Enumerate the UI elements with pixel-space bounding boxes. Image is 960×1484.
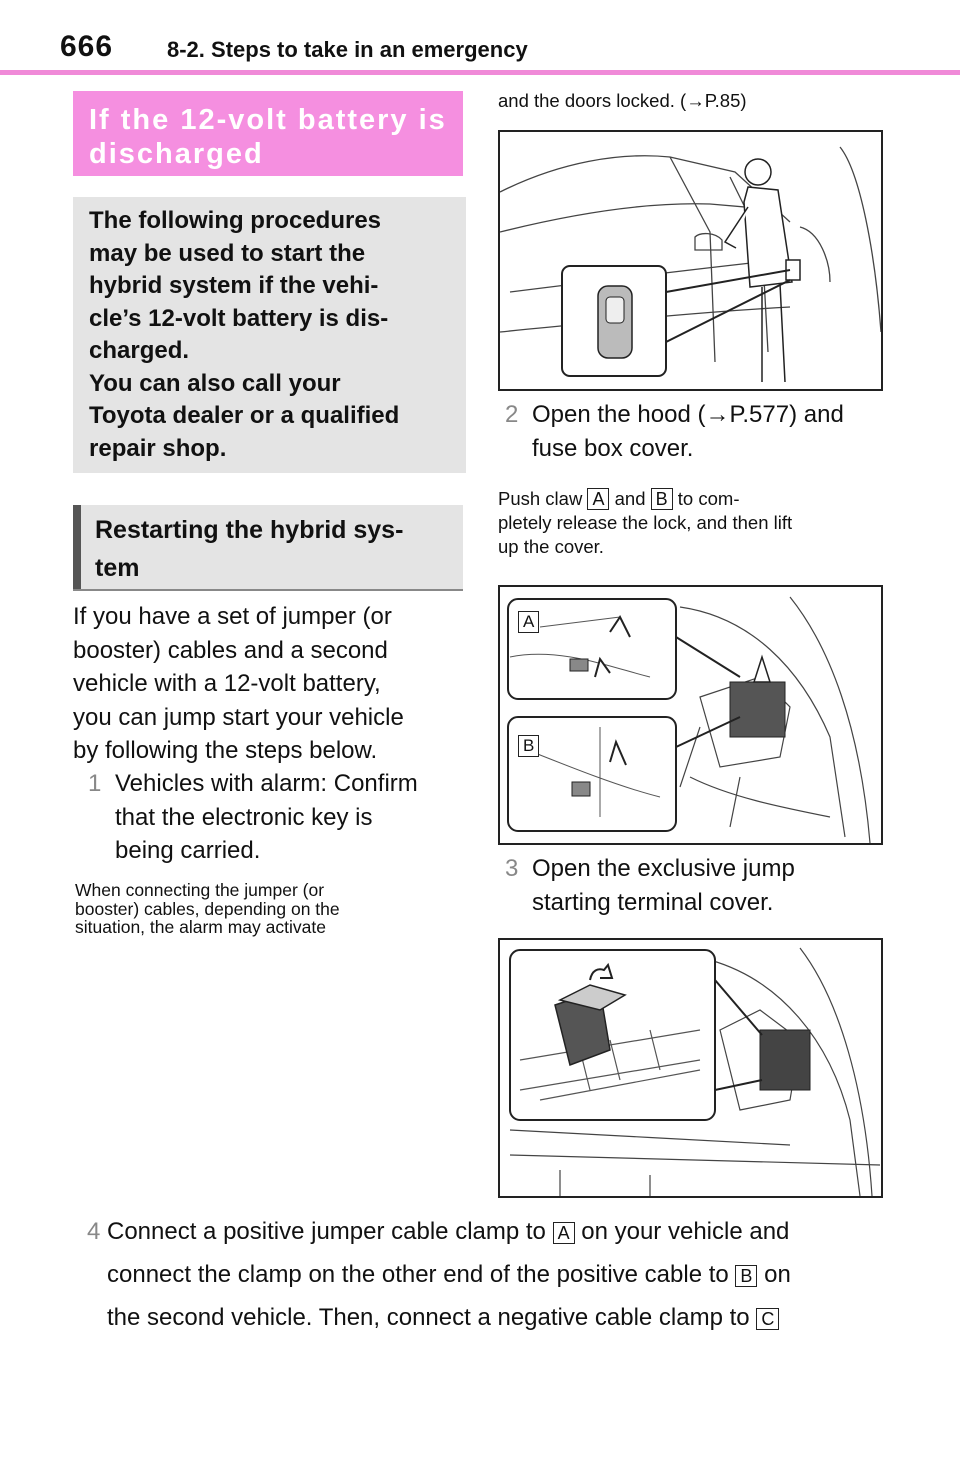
arrow-icon: → <box>705 401 730 428</box>
intro-line: Toyota dealer or a qualified <box>89 402 400 429</box>
step-number: 1 <box>88 770 102 797</box>
step-line: Open the exclusive jump <box>532 855 795 882</box>
arrow-icon: → <box>686 90 705 111</box>
paragraph-line: booster) cables and a second <box>73 636 388 664</box>
step-line <box>73 1296 933 1339</box>
step-text: Connect a positive jumper cable clamp to <box>107 1218 546 1245</box>
step-1-note <box>75 881 340 937</box>
step-number: 4 <box>87 1218 101 1245</box>
callout-a-label: A <box>587 488 609 510</box>
paragraph-line: If you have a set of jumper (or <box>73 603 392 630</box>
step-line: that the electronic key is <box>115 803 373 831</box>
figure-fuse-box <box>498 585 883 845</box>
note-line <box>498 487 792 511</box>
figure-label-b: B <box>518 735 539 757</box>
note-line: booster) cables, depending on the <box>75 898 340 919</box>
callout-b-label: B <box>735 1265 757 1287</box>
intro-line: may be used to start the <box>89 239 366 267</box>
intro-line: repair shop. <box>89 434 227 462</box>
note-line: situation, the alarm may activate <box>75 917 326 937</box>
step-line <box>532 398 844 432</box>
subheading-underline <box>73 589 463 591</box>
paragraph-line: vehicle with a 12-volt battery, <box>73 670 381 697</box>
header-divider <box>0 70 960 75</box>
step-line: fuse box cover. <box>532 434 694 462</box>
step-text: connect the clamp on the other end of the positive cable to <box>107 1261 729 1288</box>
note-line: up the cover. <box>498 536 604 557</box>
step-text: Open the hood ( <box>532 401 706 428</box>
step-text: the second vehicle. Then, connect a negative cable clamp to <box>107 1304 750 1331</box>
step-1 <box>88 767 101 801</box>
page-number: 666 <box>60 30 114 63</box>
page-reference: P.577) and <box>729 401 844 428</box>
page-header <box>0 0 960 75</box>
figure-label-a: A <box>518 611 539 633</box>
continued-note <box>498 92 747 111</box>
note-text: and <box>614 488 646 509</box>
subheading-box <box>73 505 463 589</box>
note-text: to com- <box>677 488 740 509</box>
note-line: pletely release the lock, and then lift <box>498 512 793 533</box>
step-1-text <box>115 767 418 868</box>
continued-text: and the doors locked. ( <box>498 90 687 111</box>
step-line: Vehicles with alarm: Confirm <box>115 770 418 797</box>
step-line: being carried. <box>115 837 261 864</box>
callout-c-label: C <box>756 1308 779 1330</box>
topic-title-box <box>73 91 463 176</box>
step-line: starting terminal cover. <box>532 888 774 916</box>
intro-paragraph <box>73 600 404 768</box>
step-line <box>73 1210 933 1253</box>
jump-terminal-illustration <box>500 940 881 1196</box>
page-reference: P.85) <box>704 90 747 111</box>
section-title: 8-2. Steps to take in an emergency <box>167 37 528 62</box>
car-side-illustration <box>500 132 881 389</box>
step-2 <box>505 398 844 465</box>
note-text: Push claw <box>498 488 583 509</box>
step-number: 3 <box>505 855 519 882</box>
intro-line: charged. <box>89 337 190 364</box>
step-4 <box>73 1210 933 1339</box>
intro-line: hybrid system if the vehi- <box>89 272 379 299</box>
step-2-note <box>498 487 792 559</box>
step-number: 2 <box>505 401 519 428</box>
intro-line: cle’s 12-volt battery is dis- <box>89 304 389 332</box>
subheading-line1: Restarting the hybrid sys- <box>95 516 404 544</box>
callout-b-label: B <box>651 488 673 510</box>
callout-a-label: A <box>553 1222 575 1244</box>
subheading-line2: tem <box>95 554 140 582</box>
topic-title-line1: If the 12-volt battery is <box>89 104 447 136</box>
topic-title-line2: discharged <box>89 138 264 170</box>
intro-line: You can also call your <box>89 369 341 397</box>
step-3 <box>505 852 795 919</box>
engine-bay-illustration <box>500 587 881 843</box>
step-text: on <box>764 1261 791 1288</box>
intro-line: The following procedures <box>89 207 382 234</box>
paragraph-line: you can jump start your vehicle <box>73 703 404 731</box>
step-line <box>73 1253 933 1296</box>
note-line: When connecting the jumper (or <box>75 880 325 900</box>
figure-jump-terminal <box>498 938 883 1198</box>
step-text: on your vehicle and <box>581 1218 790 1245</box>
paragraph-line: by following the steps below. <box>73 737 378 764</box>
intro-box <box>73 197 466 473</box>
figure-electronic-key <box>498 130 883 391</box>
